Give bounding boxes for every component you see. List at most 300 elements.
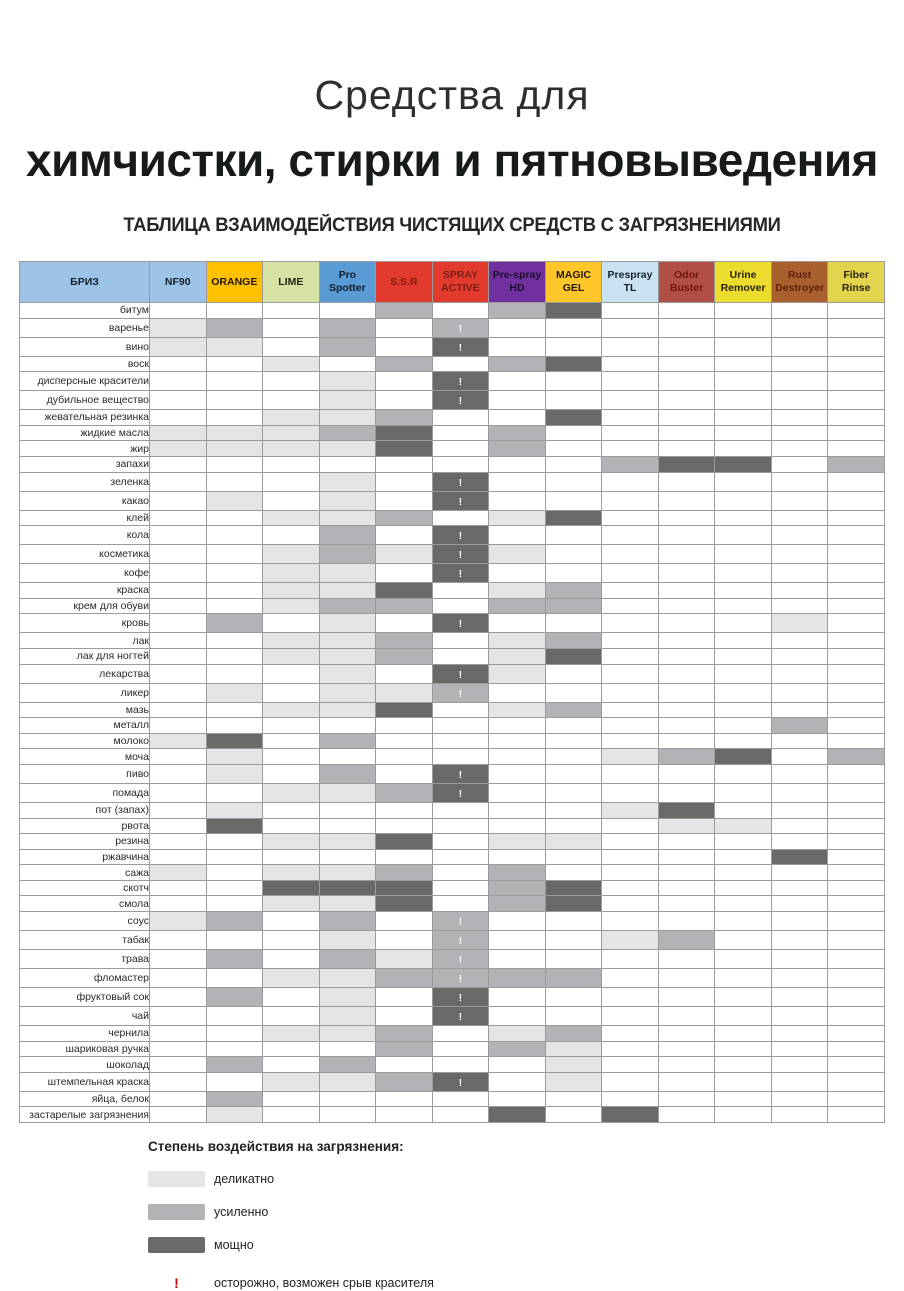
table-cell <box>488 1025 545 1041</box>
table-cell <box>488 880 545 896</box>
table-row <box>19 1006 884 1025</box>
caution-exclamation-icon: ! <box>458 788 463 800</box>
table-cell <box>601 911 658 930</box>
table-cell <box>545 911 602 930</box>
table-cell <box>206 318 263 337</box>
table-cell <box>375 968 432 987</box>
table-cell <box>206 371 263 390</box>
table-cell <box>714 613 771 632</box>
table-cell <box>262 510 319 526</box>
table-cell <box>432 864 489 880</box>
table-cell <box>262 356 319 372</box>
table-cell <box>262 702 319 718</box>
table-cell <box>488 683 545 702</box>
row-label: фломастер <box>19 968 149 987</box>
table-cell <box>545 783 602 802</box>
table-cell <box>827 1056 884 1072</box>
table-cell <box>601 733 658 749</box>
table-cell <box>658 949 715 968</box>
row-label: соус <box>19 911 149 930</box>
table-cell <box>432 895 489 911</box>
table-cell <box>545 802 602 818</box>
table-cell <box>771 613 828 632</box>
table-cell <box>488 1006 545 1025</box>
table-row <box>19 371 884 390</box>
table-cell <box>319 702 376 718</box>
table-cell <box>545 733 602 749</box>
table-cell <box>432 544 489 563</box>
table-cell <box>771 337 828 356</box>
table-cell <box>658 525 715 544</box>
table-cell <box>149 702 206 718</box>
legend-item-label: усиленно <box>214 1205 269 1220</box>
table-cell <box>714 880 771 896</box>
row-label: штемпельная краска <box>19 1072 149 1091</box>
table-cell <box>375 895 432 911</box>
table-cell <box>601 1091 658 1107</box>
table-cell <box>545 987 602 1006</box>
table-cell <box>827 764 884 783</box>
table-cell <box>488 582 545 598</box>
table-cell <box>262 582 319 598</box>
table-cell <box>827 802 884 818</box>
row-label: вино <box>19 337 149 356</box>
table-cell <box>206 544 263 563</box>
table-cell <box>149 456 206 472</box>
table-cell <box>262 748 319 764</box>
table-cell <box>432 987 489 1006</box>
table-cell <box>432 318 489 337</box>
table-cell <box>319 390 376 409</box>
table-cell <box>827 1106 884 1122</box>
table-cell <box>488 390 545 409</box>
table-cell <box>827 864 884 880</box>
table-row <box>19 949 884 968</box>
page-title-line2: химчистки, стирки и пятновыведения <box>25 134 878 186</box>
table-cell <box>658 318 715 337</box>
table-cell <box>658 598 715 614</box>
table-cell <box>262 949 319 968</box>
table-cell <box>714 425 771 441</box>
table-cell <box>319 440 376 456</box>
table-cell <box>375 733 432 749</box>
table-cell <box>149 1006 206 1025</box>
table-cell <box>206 337 263 356</box>
table-cell <box>375 849 432 865</box>
table-cell <box>375 1091 432 1107</box>
table-row <box>19 911 884 930</box>
table-cell <box>658 1056 715 1072</box>
table-cell <box>432 1006 489 1025</box>
table-cell <box>658 930 715 949</box>
table-cell <box>545 702 602 718</box>
table-cell <box>149 598 206 614</box>
table-cell <box>432 833 489 849</box>
table-cell <box>319 582 376 598</box>
table-cell <box>375 1056 432 1072</box>
table-cell <box>319 783 376 802</box>
table-row <box>19 849 884 865</box>
table-cell <box>149 632 206 648</box>
table-cell <box>149 648 206 664</box>
table-cell <box>601 849 658 865</box>
row-label: лекарства <box>19 664 149 683</box>
table-cell <box>488 987 545 1006</box>
table-cell <box>319 987 376 1006</box>
column-header-pro-spotter: Pro Spotter <box>319 261 376 302</box>
table-cell <box>771 864 828 880</box>
table-cell <box>488 302 545 318</box>
table-cell <box>601 683 658 702</box>
row-label: пот (запах) <box>19 802 149 818</box>
table-cell <box>206 425 263 441</box>
table-cell <box>319 544 376 563</box>
row-label: жир <box>19 440 149 456</box>
table-cell <box>827 456 884 472</box>
table-cell <box>714 748 771 764</box>
table-cell <box>714 525 771 544</box>
row-label: металл <box>19 717 149 733</box>
table-cell <box>601 802 658 818</box>
row-label: воск <box>19 356 149 372</box>
legend-item-label: мощно <box>214 1238 254 1253</box>
table-cell <box>319 802 376 818</box>
table-cell <box>375 664 432 683</box>
table-cell <box>714 733 771 749</box>
table-cell <box>262 987 319 1006</box>
table-cell <box>827 949 884 968</box>
table-cell <box>375 1072 432 1091</box>
table-cell <box>771 648 828 664</box>
table-cell <box>488 818 545 834</box>
table-cell <box>206 911 263 930</box>
table-cell <box>319 456 376 472</box>
table-cell <box>601 582 658 598</box>
table-cell <box>545 818 602 834</box>
table-cell <box>488 783 545 802</box>
table-cell <box>206 563 263 582</box>
table-cell <box>375 425 432 441</box>
table-cell <box>658 1006 715 1025</box>
table-cell <box>149 356 206 372</box>
table-cell <box>149 1072 206 1091</box>
table-cell <box>375 911 432 930</box>
table-row <box>19 1106 884 1122</box>
table-cell <box>771 683 828 702</box>
table-row <box>19 1056 884 1072</box>
column-header-rust-destroyer: Rust Destroyer <box>771 261 828 302</box>
row-label: клей <box>19 510 149 526</box>
row-label: яйца, белок <box>19 1091 149 1107</box>
table-cell <box>432 472 489 491</box>
table-cell <box>658 613 715 632</box>
table-cell <box>262 390 319 409</box>
table-cell <box>545 425 602 441</box>
table-cell <box>206 783 263 802</box>
table-cell <box>601 895 658 911</box>
table-cell <box>714 356 771 372</box>
caution-exclamation-icon: ! <box>458 323 463 335</box>
table-cell <box>771 968 828 987</box>
table-cell <box>601 371 658 390</box>
legend-item <box>148 1237 904 1253</box>
table-cell <box>206 409 263 425</box>
table-cell <box>545 1091 602 1107</box>
table-cell <box>262 371 319 390</box>
caution-exclamation-icon: ! <box>458 993 463 1005</box>
table-cell <box>319 525 376 544</box>
table-cell <box>827 987 884 1006</box>
table-cell <box>601 425 658 441</box>
table-cell <box>714 1025 771 1041</box>
table-cell <box>262 409 319 425</box>
table-cell <box>771 949 828 968</box>
table-cell <box>432 613 489 632</box>
table-cell <box>432 717 489 733</box>
table-cell <box>432 371 489 390</box>
table-cell <box>149 683 206 702</box>
table-cell <box>375 318 432 337</box>
table-cell <box>601 302 658 318</box>
table-cell <box>658 425 715 441</box>
table-cell <box>432 510 489 526</box>
table-cell <box>771 582 828 598</box>
table-cell <box>432 930 489 949</box>
table-cell <box>771 1006 828 1025</box>
table-cell <box>488 440 545 456</box>
table-cell <box>206 683 263 702</box>
row-label: битум <box>19 302 149 318</box>
caution-exclamation-icon: ! <box>458 377 463 389</box>
table-cell <box>601 544 658 563</box>
row-label: трава <box>19 949 149 968</box>
table-row <box>19 632 884 648</box>
table-cell <box>771 1072 828 1091</box>
table-cell <box>488 425 545 441</box>
table-cell <box>601 664 658 683</box>
table-cell <box>375 818 432 834</box>
table-cell <box>206 648 263 664</box>
table-cell <box>319 648 376 664</box>
row-label: дисперсные красители <box>19 371 149 390</box>
table-cell <box>714 632 771 648</box>
table-cell <box>488 968 545 987</box>
table-row <box>19 648 884 664</box>
table-subtitle: ТАБЛИЦА ВЗАИМОДЕЙСТВИЯ ЧИСТЯЩИХ СРЕДСТВ С ЗАГРЯЗНЕНИЯМИ <box>123 215 781 236</box>
table-cell <box>488 510 545 526</box>
table-cell <box>771 930 828 949</box>
table-cell <box>714 302 771 318</box>
table-cell <box>771 1056 828 1072</box>
table-cell <box>206 472 263 491</box>
legend-item <box>148 1204 904 1220</box>
table-cell <box>827 702 884 718</box>
table-cell <box>262 864 319 880</box>
table-cell <box>375 783 432 802</box>
table-cell <box>545 632 602 648</box>
table-cell <box>375 302 432 318</box>
table-cell <box>658 818 715 834</box>
table-cell <box>488 702 545 718</box>
table-cell <box>488 895 545 911</box>
table-cell <box>601 318 658 337</box>
table-cell <box>545 390 602 409</box>
table-cell <box>432 337 489 356</box>
table-cell <box>206 949 263 968</box>
table-cell <box>262 491 319 510</box>
table-cell <box>601 491 658 510</box>
table-cell <box>658 456 715 472</box>
table-cell <box>545 664 602 683</box>
table-row <box>19 664 884 683</box>
table-cell <box>149 880 206 896</box>
table-cell <box>658 582 715 598</box>
table-cell <box>432 525 489 544</box>
table-cell <box>206 582 263 598</box>
table-cell <box>714 911 771 930</box>
table-cell <box>827 472 884 491</box>
table-cell <box>319 356 376 372</box>
table-cell <box>601 598 658 614</box>
table-cell <box>714 764 771 783</box>
table-cell <box>601 525 658 544</box>
table-cell <box>827 968 884 987</box>
table-cell <box>488 525 545 544</box>
table-cell <box>432 1106 489 1122</box>
table-cell <box>545 356 602 372</box>
table-cell <box>658 1041 715 1057</box>
table-cell <box>601 337 658 356</box>
table-row <box>19 818 884 834</box>
row-label: краска <box>19 582 149 598</box>
table-cell <box>262 818 319 834</box>
table-cell <box>375 356 432 372</box>
table-cell <box>375 648 432 664</box>
legend-caution-row <box>148 1275 904 1291</box>
table-cell <box>262 849 319 865</box>
table-cell <box>375 683 432 702</box>
table-cell <box>432 1056 489 1072</box>
table-row <box>19 510 884 526</box>
table-cell <box>149 864 206 880</box>
table-cell <box>262 1025 319 1041</box>
table-cell <box>771 440 828 456</box>
table-cell <box>262 525 319 544</box>
legend-item <box>148 1171 904 1187</box>
table-cell <box>319 880 376 896</box>
table-cell <box>206 818 263 834</box>
table-cell <box>488 632 545 648</box>
table-cell <box>827 632 884 648</box>
table-row <box>19 1041 884 1057</box>
table-cell <box>714 949 771 968</box>
row-label: шариковая ручка <box>19 1041 149 1057</box>
table-cell <box>488 949 545 968</box>
table-cell <box>827 833 884 849</box>
table-row <box>19 748 884 764</box>
table-cell <box>319 968 376 987</box>
table-cell <box>827 818 884 834</box>
table-cell <box>771 1041 828 1057</box>
table-cell <box>375 1025 432 1041</box>
table-cell <box>771 987 828 1006</box>
table-row <box>19 987 884 1006</box>
table-row <box>19 525 884 544</box>
row-label: чай <box>19 1006 149 1025</box>
table-cell <box>658 440 715 456</box>
table-cell <box>488 318 545 337</box>
row-label: рвота <box>19 818 149 834</box>
table-cell <box>432 949 489 968</box>
legend-items <box>148 1171 904 1253</box>
row-label: варенье <box>19 318 149 337</box>
table-cell <box>262 783 319 802</box>
table-cell <box>319 849 376 865</box>
table-cell <box>714 664 771 683</box>
table-cell <box>149 371 206 390</box>
table-cell <box>149 318 206 337</box>
table-cell <box>658 702 715 718</box>
table-cell <box>601 930 658 949</box>
column-header-lime: LIME <box>262 261 319 302</box>
table-cell <box>771 409 828 425</box>
table-cell <box>375 456 432 472</box>
table-cell <box>714 1056 771 1072</box>
table-cell <box>601 1006 658 1025</box>
table-cell <box>432 1041 489 1057</box>
table-cell <box>319 717 376 733</box>
row-label: мазь <box>19 702 149 718</box>
table-cell <box>206 702 263 718</box>
table-cell <box>827 337 884 356</box>
table-cell <box>319 337 376 356</box>
table-cell <box>545 337 602 356</box>
table-cell <box>545 1041 602 1057</box>
row-label: моча <box>19 748 149 764</box>
table-cell <box>488 337 545 356</box>
table-cell <box>432 425 489 441</box>
table-cell <box>545 510 602 526</box>
table-cell <box>771 717 828 733</box>
table-row <box>19 702 884 718</box>
table-cell <box>319 598 376 614</box>
table-cell <box>149 968 206 987</box>
table-cell <box>827 318 884 337</box>
table-cell <box>771 318 828 337</box>
table-cell <box>375 525 432 544</box>
table-cell <box>375 864 432 880</box>
table-row <box>19 683 884 702</box>
table-cell <box>262 648 319 664</box>
row-label: запахи <box>19 456 149 472</box>
table-cell <box>488 472 545 491</box>
table-cell <box>714 472 771 491</box>
table-cell <box>262 440 319 456</box>
table-cell <box>658 356 715 372</box>
table-cell <box>375 880 432 896</box>
table-cell <box>545 717 602 733</box>
table-cell <box>658 764 715 783</box>
table-cell <box>658 302 715 318</box>
table-cell <box>488 456 545 472</box>
table-cell <box>771 525 828 544</box>
row-label: фруктовый сок <box>19 987 149 1006</box>
table-cell <box>262 337 319 356</box>
table-cell <box>545 525 602 544</box>
table-row <box>19 930 884 949</box>
table-cell <box>319 425 376 441</box>
table-cell <box>714 510 771 526</box>
